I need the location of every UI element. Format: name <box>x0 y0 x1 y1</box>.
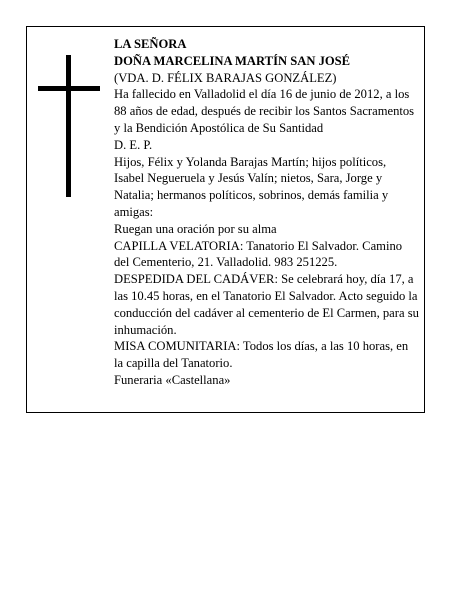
deceased-name: DOÑA MARCELINA MARTÍN SAN JOSÉ <box>114 53 351 68</box>
family-paragraph: Hijos, Félix y Yolanda Barajas Martín; hijos políticos, Isabel Negueruela y Jesús Valín; nietos, Sara, Jorge y Natalia; hermanos políticos, sobrinos, demás familia y amigas: <box>114 154 389 219</box>
title-line-1: LA SEÑORA <box>114 37 187 51</box>
funeral-home: Funeraria «Castellana» <box>114 372 231 387</box>
death-paragraph: Ha fallecido en Valladolid el día 16 de junio de 2012, a los 88 años de edad, después de recibir los Santos Sacramentos y la Bendición Apostólica de Su Santidad <box>114 87 415 135</box>
farewell-paragraph: DESPEDIDA DEL CADÁVER: Se celebrará hoy, día 17, a las 10.45 horas, en el Tanatorio El Salvador. Acto seguido la conducción del cadáver al cementerio de El Carmen, para su inhumación. <box>114 272 419 337</box>
cross-horizontal-bar <box>38 86 100 91</box>
mass-paragraph: MISA COMUNITARIA: Todos los días, a las 10 horas, en la capilla del Tanatorio. <box>114 339 409 371</box>
cross-vertical-bar <box>66 55 71 197</box>
obituary-text <box>114 36 419 389</box>
rip-line: D. E. P. <box>114 137 153 152</box>
latin-cross-icon <box>38 55 100 197</box>
chapel-paragraph: CAPILLA VELATORIA: Tanatorio El Salvador. Camino del Cementerio, 21. Valladolid. 983 251225. <box>114 238 403 270</box>
prayer-line: Ruegan una oración por su alma <box>114 221 277 236</box>
widow-line: (VDA. D. FÉLIX BARAJAS GONZÁLEZ) <box>114 70 337 85</box>
